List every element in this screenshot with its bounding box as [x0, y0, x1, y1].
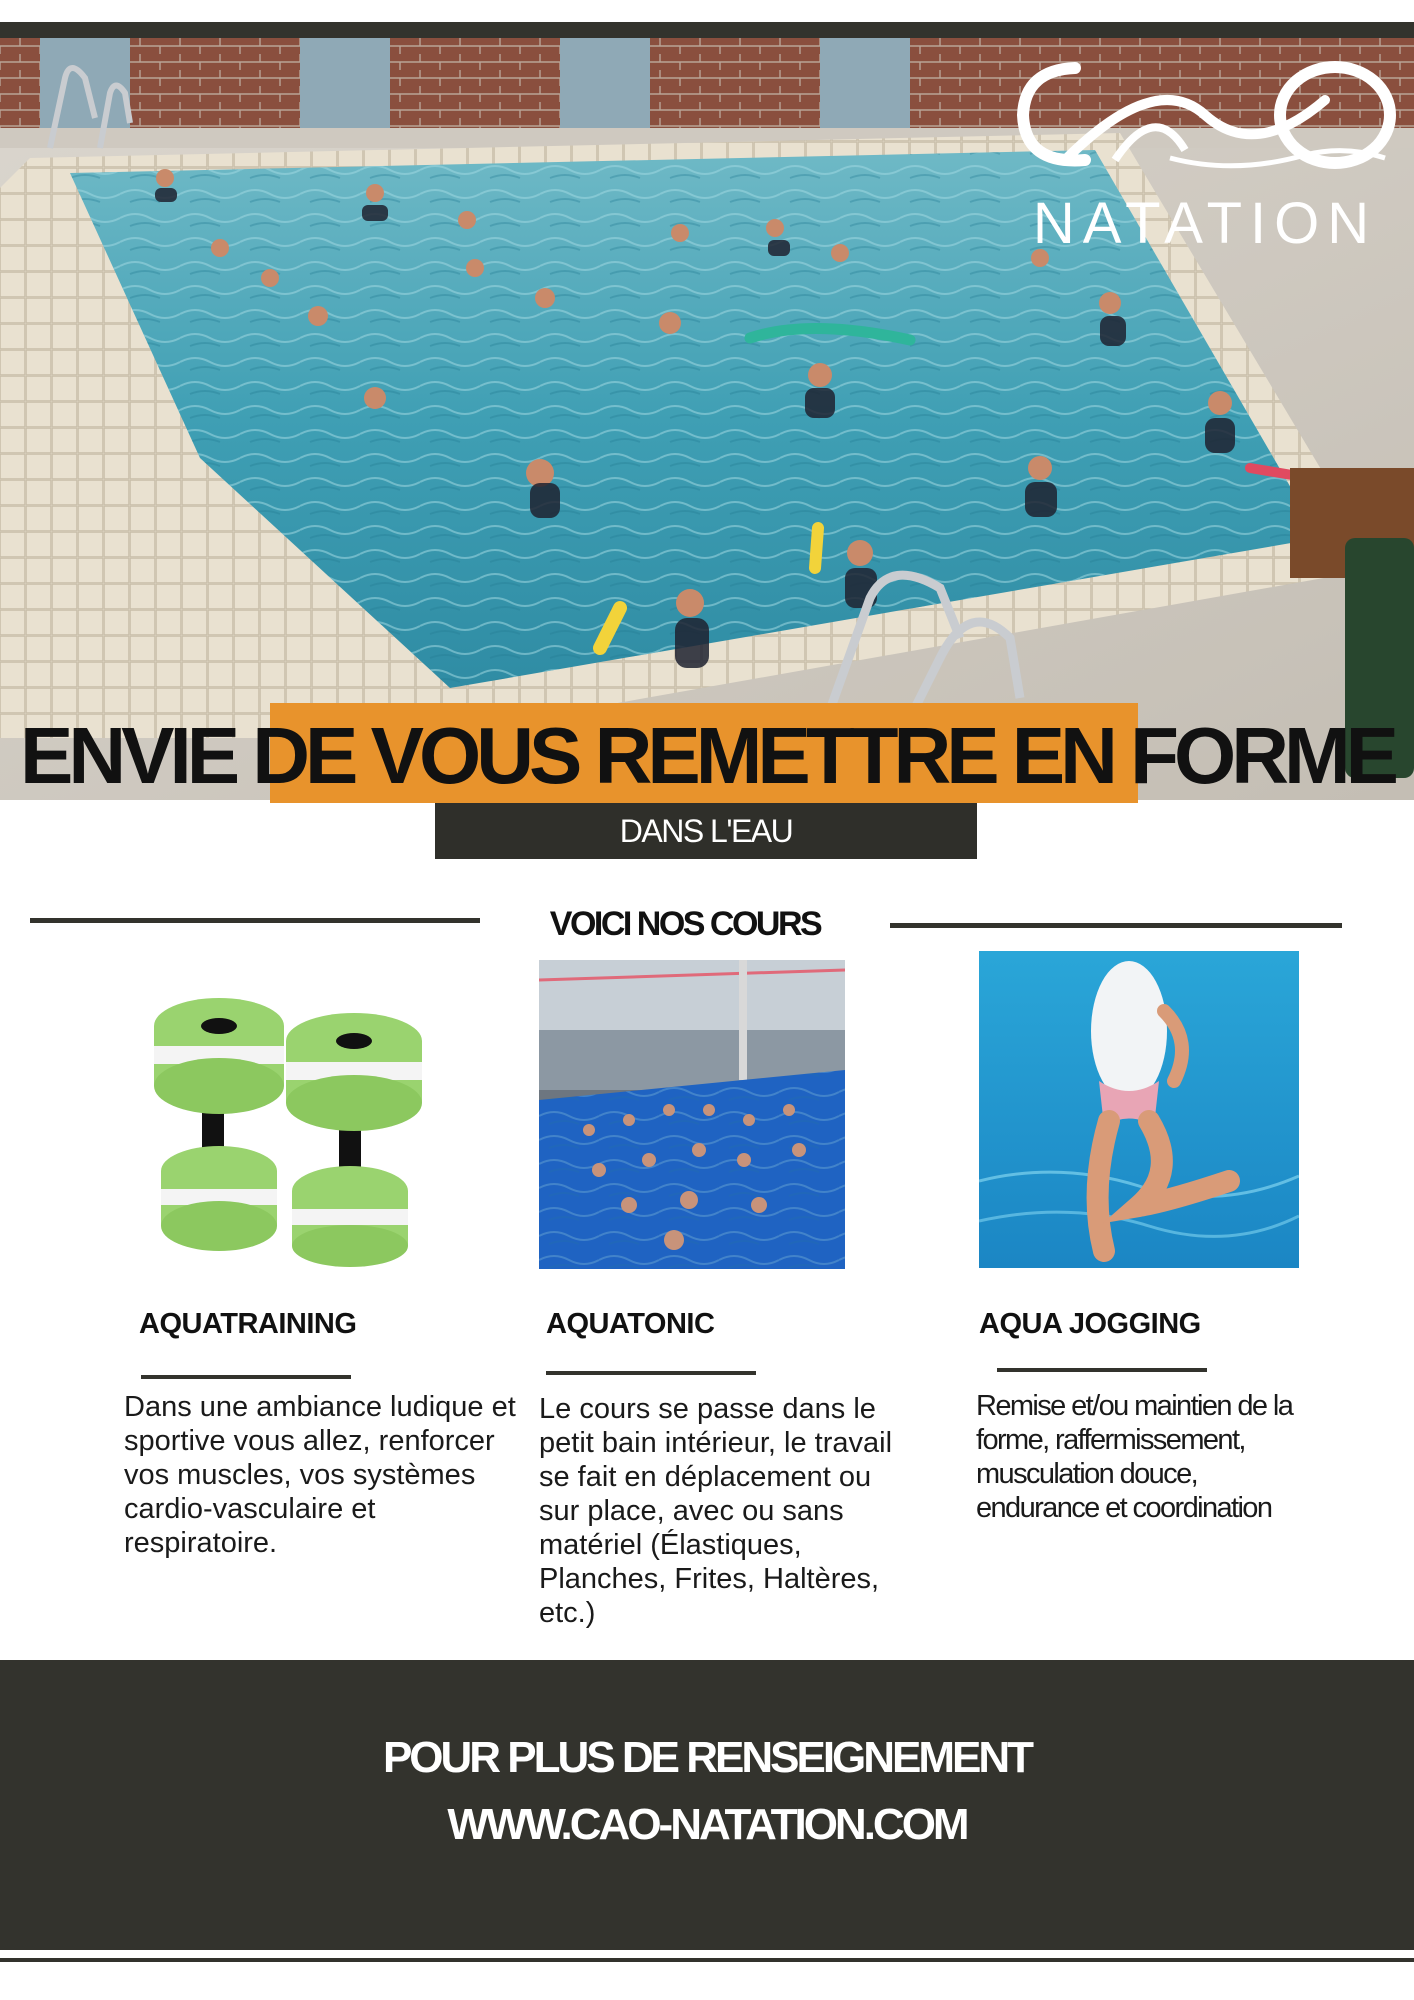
- logo-wordmark: NATATION: [1032, 191, 1378, 256]
- course-image-aquatonic: [539, 960, 845, 1269]
- course-underline-aquatraining: [141, 1375, 351, 1379]
- course-name-aqua-jogging: AQUA JOGGING: [979, 1308, 1201, 1340]
- footer-banner: [0, 1660, 1414, 1950]
- footer-website-link[interactable]: WWW.CAO-NATATION.COM: [447, 1800, 967, 1849]
- course-desc-aquatraining: Dans une ambiance ludique et sportive vous allez, renforcer vos muscles, vos systèmes cardio-vasculaire et respiratoire.: [124, 1391, 516, 1559]
- footer-info-text: POUR PLUS DE RENSEIGNEMENT: [382, 1733, 1032, 1782]
- main-headline: ENVIE DE VOUS REMETTRE EN FORME: [19, 711, 1395, 800]
- section-rule-left: [30, 918, 480, 923]
- bottom-border: [0, 1958, 1414, 1962]
- section-title: VOICI NOS COURS: [549, 905, 821, 943]
- top-border: [0, 22, 1414, 38]
- subheadline-banner: DANS L'EAU: [435, 803, 977, 859]
- course-name-aquatraining: AQUATRAINING: [139, 1308, 357, 1340]
- top-margin: [0, 0, 1414, 22]
- course-underline-aquatonic: [546, 1371, 756, 1375]
- course-desc-aquatonic: Le cours se passe dans le petit bain intérieur, le travail se fait en déplacement ou sur place, avec ou sans matériel (Élastiques, Planches, Frites, Haltères, etc.): [539, 1393, 893, 1629]
- cao-logo-mark-icon: [1005, 40, 1405, 190]
- foam-dumbbell-icon: [124, 946, 449, 1268]
- course-underline-aqua-jogging: [997, 1368, 1207, 1372]
- underwater-jogging-photo-icon: [979, 951, 1299, 1268]
- course-image-aquatraining: [124, 946, 449, 1268]
- course-name-aquatonic: AQUATONIC: [546, 1308, 715, 1340]
- course-desc-aqua-jogging: Remise et/ou maintien de la forme, raffermissement, musculation douce, endurance et coordination: [976, 1390, 1293, 1524]
- indoor-pool-photo-icon: [539, 960, 845, 1269]
- section-rule-right: [890, 923, 1342, 928]
- cao-natation-logo: [1005, 40, 1405, 256]
- course-image-aqua-jogging: [979, 951, 1299, 1268]
